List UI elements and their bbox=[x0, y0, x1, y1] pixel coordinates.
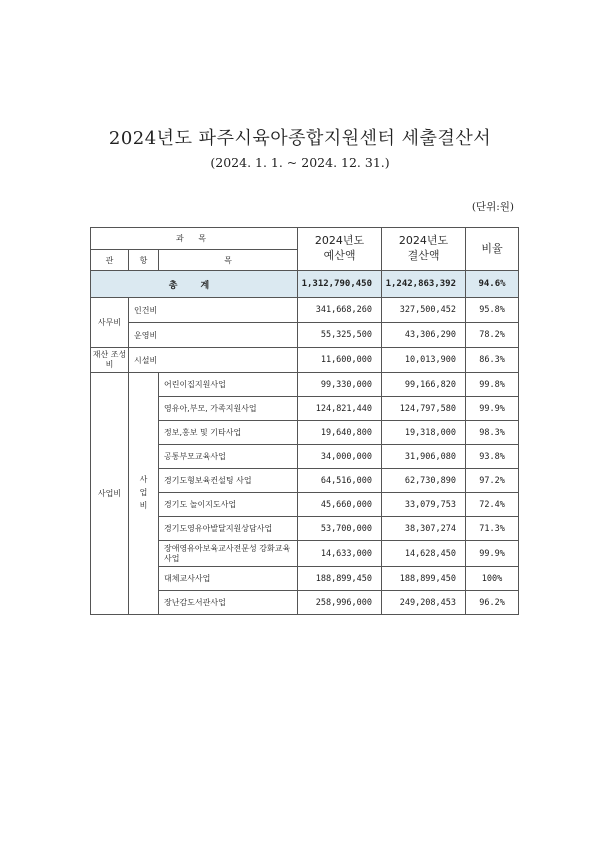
unit-label: (단위:원) bbox=[471, 201, 514, 213]
document-title: 2024년도 파주시육아종합지원센터 세출결산서 bbox=[108, 128, 492, 149]
row-budget: 14,633,000 bbox=[298, 541, 382, 567]
row-budget: 11,600,000 bbox=[298, 348, 382, 373]
header-budget-label: 예산액 bbox=[323, 249, 356, 262]
header-mok: 목 bbox=[159, 250, 298, 271]
row-settlement: 38,307,274 bbox=[382, 517, 466, 541]
row-budget: 34,000,000 bbox=[298, 445, 382, 469]
row-settlement: 33,079,753 bbox=[382, 493, 466, 517]
row-name: 인건비 bbox=[129, 298, 298, 323]
row-budget: 55,325,500 bbox=[298, 323, 382, 348]
row-budget: 188,899,450 bbox=[298, 567, 382, 591]
table-row bbox=[91, 298, 519, 323]
row-name: 공통부모교육사업 bbox=[159, 445, 298, 469]
row-name: 정보,홍보 및 기타사업 bbox=[159, 421, 298, 445]
row-name: 영유아,부모, 가족지원사업 bbox=[159, 397, 298, 421]
total-label: 총 계 bbox=[91, 271, 298, 298]
row-settlement: 14,628,450 bbox=[382, 541, 466, 567]
table-row bbox=[91, 348, 519, 373]
header-budget bbox=[298, 228, 382, 271]
row-ratio: 93.8% bbox=[466, 445, 519, 469]
row-name: 운영비 bbox=[129, 323, 298, 348]
settlement-table bbox=[90, 227, 519, 615]
header-gwan: 관 bbox=[91, 250, 129, 271]
header-budget-year: 2024년도 bbox=[314, 234, 365, 248]
total-ratio: 94.6% bbox=[466, 271, 519, 298]
row-settlement: 124,797,580 bbox=[382, 397, 466, 421]
total-budget: 1,312,790,450 bbox=[298, 271, 382, 298]
header-settlement-year: 2024년도 bbox=[398, 234, 449, 248]
row-ratio: 98.3% bbox=[466, 421, 519, 445]
row-ratio: 99.9% bbox=[466, 397, 519, 421]
group-asset: 재산 조성비 bbox=[91, 348, 129, 373]
row-ratio: 78.2% bbox=[466, 323, 519, 348]
row-ratio: 97.2% bbox=[466, 469, 519, 493]
row-budget: 45,660,000 bbox=[298, 493, 382, 517]
row-name: 경기도형보육컨설팅 사업 bbox=[159, 469, 298, 493]
header-settlement-label: 결산액 bbox=[407, 249, 440, 262]
group-business: 사업비 bbox=[91, 373, 129, 615]
header-hang: 항 bbox=[129, 250, 159, 271]
row-name: 장애영유아보육교사전문성 강화교육사업 bbox=[159, 541, 298, 567]
row-name: 장난감도서관사업 bbox=[159, 591, 298, 615]
row-settlement: 99,166,820 bbox=[382, 373, 466, 397]
row-budget: 53,700,000 bbox=[298, 517, 382, 541]
total-row bbox=[91, 271, 519, 298]
row-budget: 341,668,260 bbox=[298, 298, 382, 323]
row-budget: 99,330,000 bbox=[298, 373, 382, 397]
row-settlement: 249,208,453 bbox=[382, 591, 466, 615]
row-budget: 64,516,000 bbox=[298, 469, 382, 493]
row-ratio: 96.2% bbox=[466, 591, 519, 615]
row-ratio: 95.8% bbox=[466, 298, 519, 323]
row-ratio: 100% bbox=[466, 567, 519, 591]
row-ratio: 99.9% bbox=[466, 541, 519, 567]
row-name: 어린이집지원사업 bbox=[159, 373, 298, 397]
row-settlement: 188,899,450 bbox=[382, 567, 466, 591]
header-ratio: 비율 bbox=[466, 228, 519, 271]
row-settlement: 10,013,900 bbox=[382, 348, 466, 373]
header-subject: 과 목 bbox=[91, 228, 298, 250]
document-period: (2024. 1. 1. ~ 2024. 12. 31.) bbox=[210, 155, 390, 170]
row-ratio: 99.8% bbox=[466, 373, 519, 397]
row-budget: 124,821,440 bbox=[298, 397, 382, 421]
group-office: 사무비 bbox=[91, 298, 129, 348]
hang-business: 사 업 비 bbox=[129, 373, 159, 615]
row-settlement: 327,500,452 bbox=[382, 298, 466, 323]
row-settlement: 62,730,890 bbox=[382, 469, 466, 493]
row-ratio: 86.3% bbox=[466, 348, 519, 373]
row-name: 시설비 bbox=[129, 348, 298, 373]
row-name: 대체교사사업 bbox=[159, 567, 298, 591]
table-row bbox=[91, 323, 519, 348]
row-budget: 258,996,000 bbox=[298, 591, 382, 615]
header-settlement bbox=[382, 228, 466, 271]
row-name: 경기도 놀이지도사업 bbox=[159, 493, 298, 517]
row-budget: 19,640,800 bbox=[298, 421, 382, 445]
row-settlement: 43,306,290 bbox=[382, 323, 466, 348]
row-settlement: 31,906,080 bbox=[382, 445, 466, 469]
row-settlement: 19,318,000 bbox=[382, 421, 466, 445]
row-ratio: 71.3% bbox=[466, 517, 519, 541]
row-ratio: 72.4% bbox=[466, 493, 519, 517]
total-settlement: 1,242,863,392 bbox=[382, 271, 466, 298]
table-row bbox=[91, 373, 519, 397]
row-name: 경기도영유아발달지원상담사업 bbox=[159, 517, 298, 541]
